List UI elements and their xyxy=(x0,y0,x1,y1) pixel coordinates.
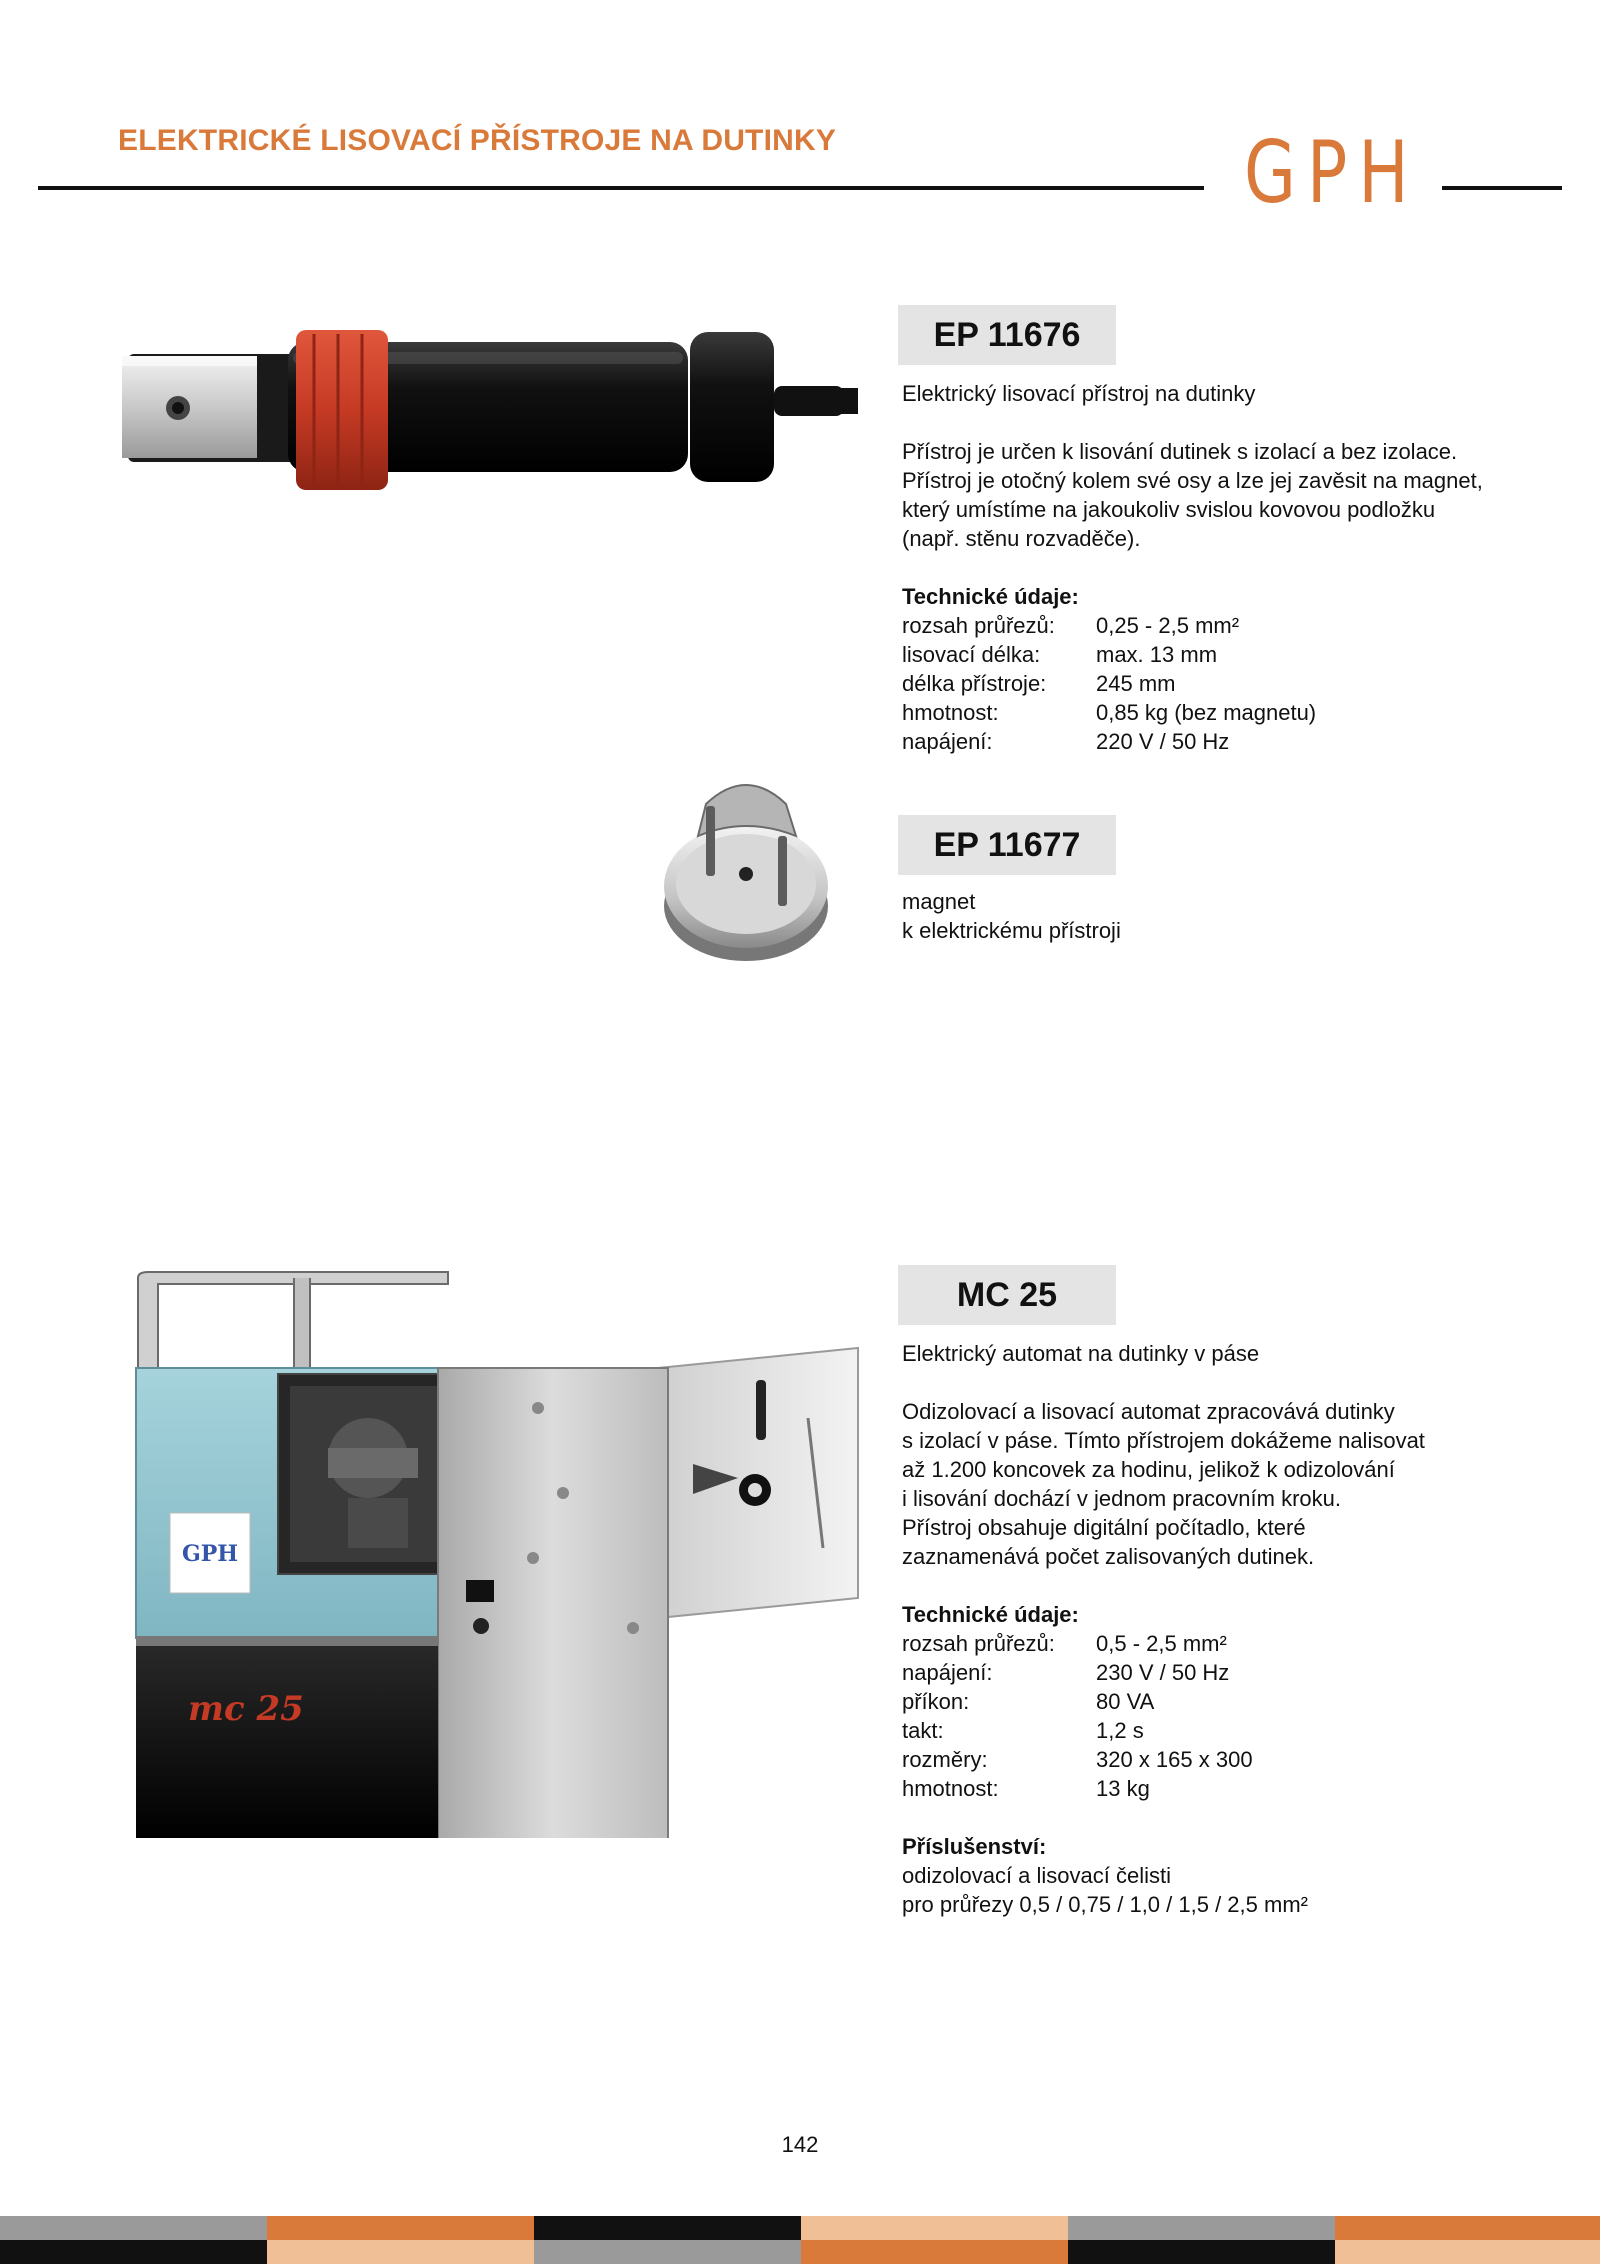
description-line: (např. stěnu rozvaděče). xyxy=(902,526,1141,551)
spec-label: napájení: xyxy=(902,729,993,754)
spec-label: délka přístroje: xyxy=(902,671,1047,696)
product-info-ep11677 xyxy=(902,887,1121,945)
spec-label: lisovací délka: xyxy=(902,642,1041,667)
footer-stripe-segment xyxy=(0,2240,267,2264)
footer-stripe-segment xyxy=(801,2240,1068,2264)
sticker-logo-text: GPH xyxy=(181,1541,239,1567)
product-image-mc25 xyxy=(118,1268,868,1838)
spec-row xyxy=(902,1687,1425,1716)
description-line: který umístíme na jakoukoliv svislou kovovou podložku xyxy=(902,497,1436,522)
magnet-illustration xyxy=(656,756,836,966)
spec-label: hmotnost: xyxy=(902,1776,999,1801)
description-line: i lisování dochází v jednom pracovním kroku. xyxy=(902,1486,1341,1511)
mc25-machine-illustration xyxy=(118,1268,868,1838)
product-info-mc25 xyxy=(902,1339,1425,1919)
spec-row xyxy=(902,1658,1425,1687)
footer-stripe-segment xyxy=(1335,2240,1600,2264)
spec-row xyxy=(902,1745,1425,1774)
spec-label: hmotnost: xyxy=(902,700,999,725)
spec-label: takt: xyxy=(902,1718,944,1743)
product-info-ep11676 xyxy=(902,379,1483,756)
spec-row xyxy=(902,1774,1425,1803)
accessories-line: odizolovací a lisovací čelisti xyxy=(902,1863,1172,1888)
footer-stripe-segment xyxy=(267,2240,534,2264)
header-rule-left xyxy=(38,186,1204,190)
footer-stripe-segment xyxy=(1068,2240,1335,2264)
footer-stripe-segment xyxy=(267,2216,534,2240)
specs-heading: Technické údaje: xyxy=(902,584,1079,609)
product-code-badge: EP 11676 xyxy=(898,305,1116,365)
product-code-badge: EP 11677 xyxy=(898,815,1116,875)
description-line: k elektrickému přístroji xyxy=(902,918,1121,943)
footer-stripe-segment xyxy=(1335,2216,1600,2240)
spec-value: 320 x 165 x 300 xyxy=(1096,1747,1253,1772)
footer-stripe-segment xyxy=(801,2216,1068,2240)
footer-stripe-segment xyxy=(534,2216,801,2240)
crimping-tool-illustration xyxy=(118,326,858,496)
spec-value: 0,5 - 2,5 mm² xyxy=(1096,1631,1227,1656)
description-line: Odizolovací a lisovací automat zpracovává dutinky xyxy=(902,1399,1395,1424)
product-image-ep11677 xyxy=(656,756,836,966)
footer-stripe-segment xyxy=(1068,2216,1335,2240)
spec-row xyxy=(902,1629,1425,1658)
footer-stripe-segment xyxy=(0,2216,267,2240)
spec-row xyxy=(902,727,1483,756)
description-line: zaznamenává počet zalisovaných dutinek. xyxy=(902,1544,1315,1569)
spec-value: 230 V / 50 Hz xyxy=(1096,1660,1230,1685)
spec-label: napájení: xyxy=(902,1660,993,1685)
product-subtitle: Elektrický automat na dutinky v páse xyxy=(902,1341,1260,1366)
spec-row xyxy=(902,640,1483,669)
accessories-heading: Příslušenství: xyxy=(902,1834,1047,1859)
spec-value: 1,2 s xyxy=(1096,1718,1144,1743)
specs-heading: Technické údaje: xyxy=(902,1602,1079,1627)
spec-value: 0,25 - 2,5 mm² xyxy=(1096,613,1240,638)
product-code-badge: MC 25 xyxy=(898,1265,1116,1325)
description-line: Přístroj je určen k lisování dutinek s izolací a bez izolace. xyxy=(902,439,1458,464)
description-line: s izolací v páse. Tímto přístrojem dokážeme nalisovat xyxy=(902,1428,1425,1453)
spec-value: 245 mm xyxy=(1096,671,1176,696)
spec-label: rozměry: xyxy=(902,1747,988,1772)
spec-value: 13 kg xyxy=(1096,1776,1150,1801)
spec-row xyxy=(902,611,1483,640)
spec-label: příkon: xyxy=(902,1689,970,1714)
footer-stripe-segment xyxy=(534,2240,801,2264)
header-rule-right xyxy=(1442,186,1562,190)
description-line: Přístroj je otočný kolem své osy a lze jej zavěsit na magnet, xyxy=(902,468,1483,493)
spec-label: rozsah průřezů: xyxy=(902,613,1055,638)
accessories-line: pro průřezy 0,5 / 0,75 / 1,0 / 1,5 / 2,5 mm² xyxy=(902,1892,1308,1917)
description-line: až 1.200 koncovek za hodinu, jelikož k odizolování xyxy=(902,1457,1395,1482)
spec-row xyxy=(902,669,1483,698)
spec-row xyxy=(902,698,1483,727)
product-image-ep11676 xyxy=(118,326,858,496)
machine-label-text: mc 25 xyxy=(188,1689,304,1729)
spec-value: 220 V / 50 Hz xyxy=(1096,729,1230,754)
page-number: 142 xyxy=(781,2132,819,2157)
spec-value: 80 VA xyxy=(1096,1689,1155,1714)
spec-row xyxy=(902,1716,1425,1745)
description-line: magnet xyxy=(902,889,976,914)
spec-value: max. 13 mm xyxy=(1096,642,1218,667)
brand-logo: GPH xyxy=(1244,123,1420,223)
page-title: ELEKTRICKÉ LISOVACÍ PŘÍSTROJE NA DUTINKY xyxy=(118,124,837,157)
product-subtitle: Elektrický lisovací přístroj na dutinky xyxy=(902,381,1256,406)
description-line: Přístroj obsahuje digitální počítadlo, které xyxy=(902,1515,1306,1540)
spec-label: rozsah průřezů: xyxy=(902,1631,1055,1656)
spec-value: 0,85 kg (bez magnetu) xyxy=(1096,700,1317,725)
